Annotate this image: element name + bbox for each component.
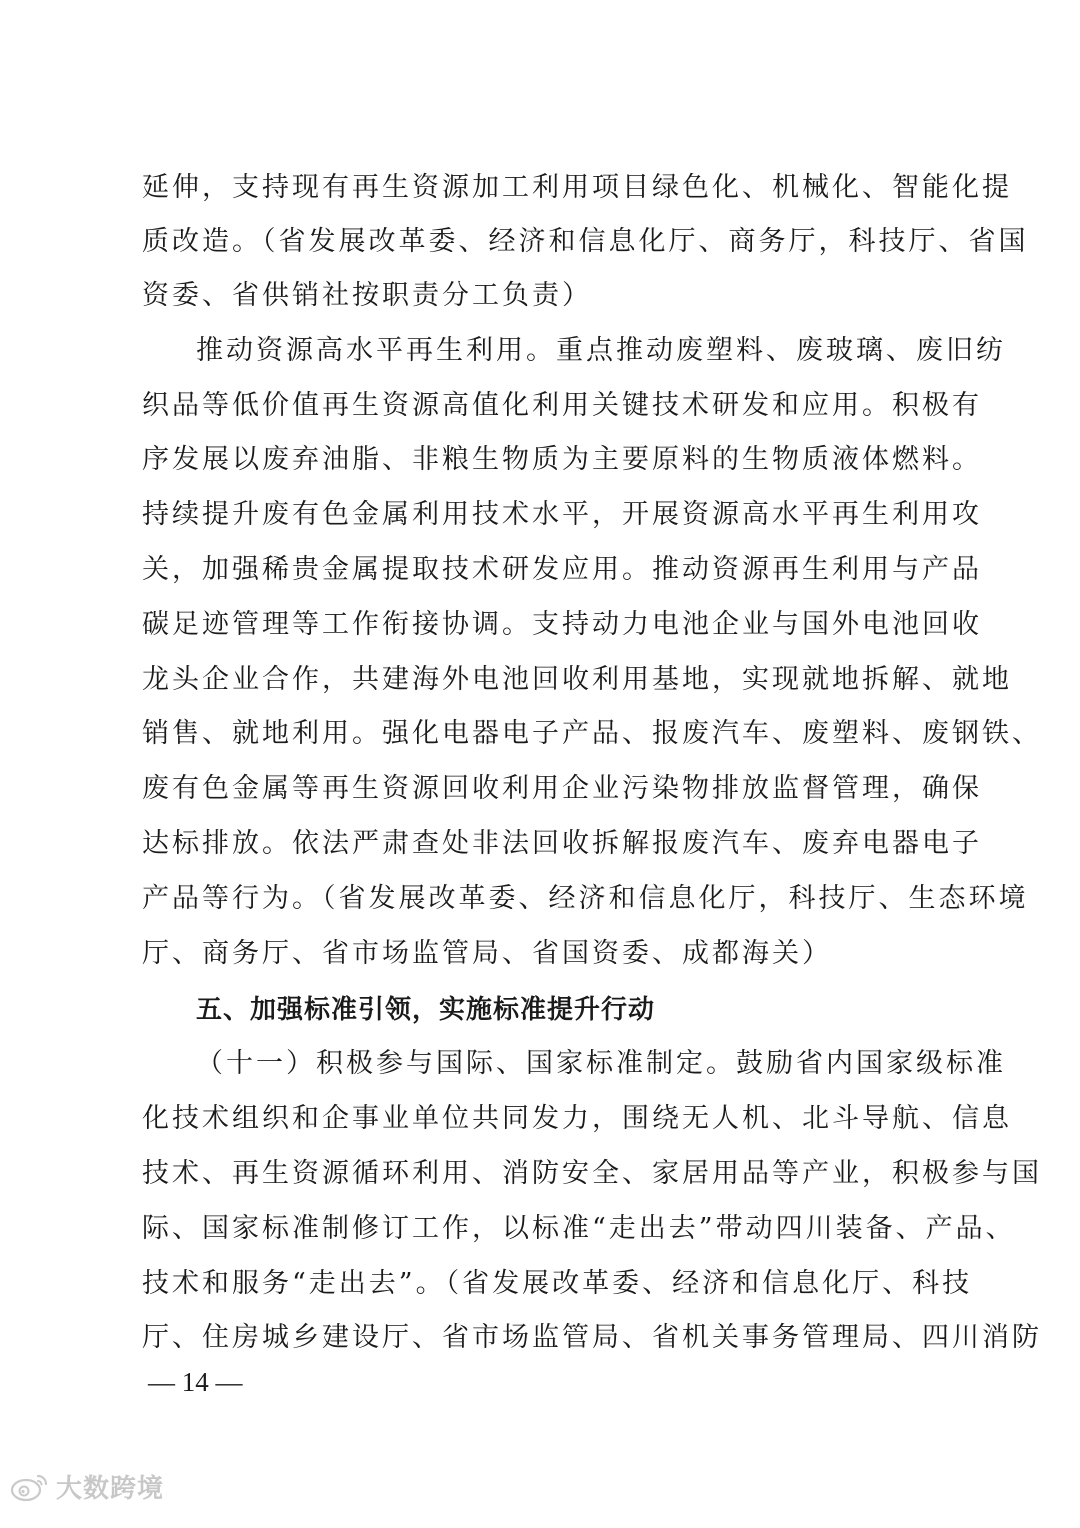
text-line: 资委、省供销社按职责分工负责）: [142, 280, 592, 311]
paragraph-first-line: 推动资源高水平再生利用。重点推动废塑料、废玻璃、废旧纺: [196, 335, 1006, 366]
page-number: — 14 —: [148, 1367, 243, 1397]
text-line: 际、国家标准制修订工作，以标准“走出去”带动四川装备、产品、: [142, 1213, 1016, 1244]
text-line: 织品等低价值再生资源高值化利用关键技术研发和应用。积极有: [142, 390, 982, 421]
text-line: 销售、就地利用。强化电器电子产品、报废汽车、废塑料、废钢铁、: [142, 718, 1042, 749]
watermark-text: 大数跨境: [56, 1473, 165, 1504]
text-line: 厅、住房城乡建设厅、省市场监管局、省机关事务管理局、四川消防: [142, 1322, 1042, 1353]
weibo-logo-icon: [10, 1470, 50, 1502]
text-line: 持续提升废有色金属利用技术水平，开展资源高水平再生利用攻: [142, 499, 982, 530]
text-line: 质改造。（省发展改革委、经济和信息化厅、商务厅，科技厅、省国: [142, 226, 1029, 257]
text-line: 关，加强稀贵金属提取技术研发应用。推动资源再生利用与产品: [142, 554, 982, 585]
text-line: 技术、再生资源循环利用、消防安全、家居用品等产业，积极参与国: [142, 1158, 1042, 1189]
text-line: 产品等行为。（省发展改革委、经济和信息化厅，科技厅、生态环境: [142, 883, 1029, 914]
text-line: 化技术组织和企事业单位共同发力，围绕无人机、北斗导航、信息: [142, 1103, 1012, 1134]
text-line: 延伸，支持现有再生资源加工利用项目绿色化、机械化、智能化提: [142, 172, 1012, 203]
text-line: 废有色金属等再生资源回收利用企业污染物排放监督管理，确保: [142, 773, 982, 804]
text-line: 序发展以废弃油脂、非粮生物质为主要原料的生物质液体燃料。: [142, 444, 982, 475]
text-line: 厅、商务厅、省市场监管局、省国资委、成都海关）: [142, 938, 832, 969]
text-line: 技术和服务“走出去”。（省发展改革委、经济和信息化厅、科技: [142, 1268, 973, 1299]
paragraph-first-line: （十一）积极参与国际、国家标准制定。鼓励省内国家级标准: [196, 1048, 1006, 1079]
text-line: 碳足迹管理等工作衔接协调。支持动力电池企业与国外电池回收: [142, 609, 982, 640]
watermark: [10, 1464, 164, 1508]
text-line: 达标排放。依法严肃查处非法回收拆解报废汽车、废弃电器电子: [142, 828, 982, 859]
text-line: 龙头企业合作，共建海外电池回收利用基地，实现就地拆解、就地: [142, 664, 1012, 695]
section-heading: 五、加强标准引领，实施标准提升行动: [196, 995, 656, 1025]
